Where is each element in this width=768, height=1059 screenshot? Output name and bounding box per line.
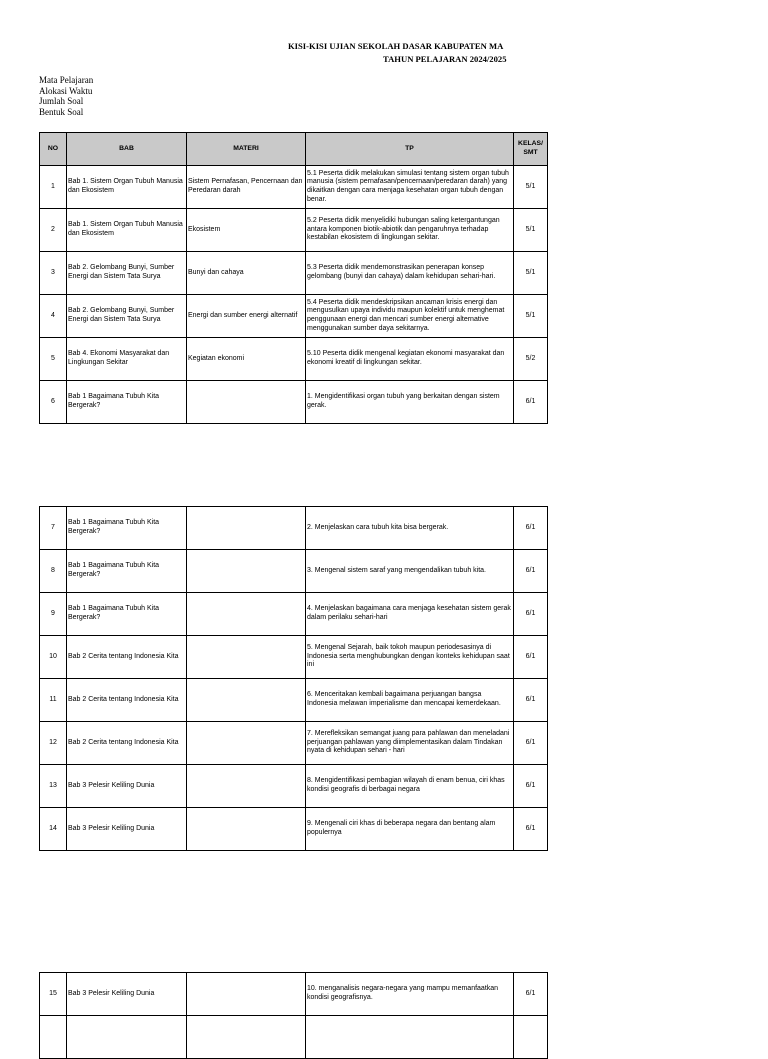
cell-kelas: 6/1 — [514, 808, 548, 851]
cell-materi — [187, 1016, 306, 1059]
table-row — [40, 808, 548, 851]
cell-materi — [187, 679, 306, 722]
cell-kelas: 5/1 — [514, 166, 548, 209]
cell-tp: 2. Menjelaskan cara tubuh kita bisa bergerak. — [306, 507, 514, 550]
meta-alokasi-waktu: Alokasi Waktu — [39, 85, 93, 96]
cell-bab: Bab 1 Bagaimana Tubuh Kita Bergerak? — [67, 550, 187, 593]
meta-mata-pelajaran: Mata Pelajaran — [39, 75, 94, 85]
cell-kelas: 6/1 — [514, 550, 548, 593]
column-header-kelas: KELAS/ SMT — [514, 133, 548, 166]
cell-bab: Bab 4. Ekonomi Masyarakat dan Lingkungan Sekitar — [67, 338, 187, 381]
table-row — [40, 593, 548, 636]
table-row — [40, 765, 548, 808]
table-row — [40, 295, 548, 338]
table-row — [40, 166, 548, 209]
meta-jumlah-soal: Jumlah Soal — [39, 96, 84, 106]
cell-materi — [187, 507, 306, 550]
cell-kelas: 5/1 — [514, 295, 548, 338]
cell-no: 12 — [40, 722, 67, 765]
cell-no: 15 — [40, 973, 67, 1016]
cell-materi: Energi dan sumber energi alternatif — [187, 295, 306, 338]
cell-materi: Bunyi dan cahaya — [187, 252, 306, 295]
cell-bab: Bab 1 Bagaimana Tubuh Kita Bergerak? — [67, 507, 187, 550]
cell-bab: Bab 3 Pelesir Keliling Dunia — [67, 765, 187, 808]
table-row — [40, 209, 548, 252]
cell-tp — [306, 1016, 514, 1059]
cell-materi — [187, 973, 306, 1016]
cell-materi — [187, 381, 306, 424]
cell-bab — [67, 1016, 187, 1059]
column-header-bab: BAB — [67, 133, 187, 166]
cell-bab: Bab 3 Pelesir Keliling Dunia — [67, 973, 187, 1016]
column-header-tp: TP — [306, 133, 514, 166]
cell-tp: 5.10 Peserta didik mengenal kegiatan ekonomi masyarakat dan ekonomi kreatif di lingkungan sekitar. — [306, 338, 514, 381]
meta-bentuk-soal: Bentuk Soal — [39, 106, 84, 117]
cell-kelas: 6/1 — [514, 381, 548, 424]
cell-bab: Bab 1 Bagaimana Tubuh Kita Bergerak? — [67, 381, 187, 424]
table-row — [40, 338, 548, 381]
cell-tp: 5.1 Peserta didik melakukan simulasi tentang sistem organ tubuh manusia (sistem pernafasan/pencernaan/peredaran darah) yang dikaitkan dengan cara menjaga kesehatan organ tubuh dengan benar. — [306, 166, 514, 209]
cell-materi: Ekosistem — [187, 209, 306, 252]
cell-bab: Bab 2. Gelombang Bunyi, Sumber Energi dan Sistem Tata Surya — [67, 252, 187, 295]
cell-bab: Bab 2 Cerita tentang Indonesia Kita — [67, 722, 187, 765]
cell-no: 7 — [40, 507, 67, 550]
cell-bab: Bab 2. Gelombang Bunyi, Sumber Energi dan Sistem Tata Surya — [67, 295, 187, 338]
cell-bab: Bab 1 Bagaimana Tubuh Kita Bergerak? — [67, 593, 187, 636]
table-row — [40, 252, 548, 295]
cell-no: 8 — [40, 550, 67, 593]
table-row — [40, 722, 548, 765]
table-row — [40, 636, 548, 679]
cell-no: 4 — [40, 295, 67, 338]
cell-no: 6 — [40, 381, 67, 424]
cell-no: 10 — [40, 636, 67, 679]
cell-no: 9 — [40, 593, 67, 636]
cell-no: 11 — [40, 679, 67, 722]
cell-materi — [187, 765, 306, 808]
cell-kelas: 5/2 — [514, 338, 548, 381]
cell-materi — [187, 808, 306, 851]
cell-tp: 4. Menjelaskan bagaimana cara menjaga kesehatan sistem gerak dalam perilaku sehari-hari — [306, 593, 514, 636]
cell-tp: 9. Mengenali ciri khas di beberapa negara dan bentang alam populernya — [306, 808, 514, 851]
cell-tp: 5.4 Peserta didik mendeskripsikan ancaman krisis energi dan mengusulkan upaya individu maupun kolektif untuk menghemat penggunaan energi dan mencari sumber energi alternative menggunakan sumber daya sekitarnya. — [306, 295, 514, 338]
table-row — [40, 679, 548, 722]
cell-materi — [187, 593, 306, 636]
cell-tp: 1. Mengidentifikasi organ tubuh yang berkaitan dengan sistem gerak. — [306, 381, 514, 424]
cell-no: 13 — [40, 765, 67, 808]
kisi-table-page-3 — [39, 972, 548, 1059]
table-row — [40, 1016, 548, 1059]
cell-kelas — [514, 1016, 548, 1059]
cell-tp: 7. Merefleksikan semangat juang para pahlawan dan meneladani perjuangan pahlawan yang diimplementasikan dalam Tindakan nyata di kehidupan sehari - hari — [306, 722, 514, 765]
cell-no: 1 — [40, 166, 67, 209]
cell-kelas: 6/1 — [514, 593, 548, 636]
cell-tp: 5.3 Peserta didik mendemonstrasikan penerapan konsep gelombang (bunyi dan cahaya) dalam kehidupan sehari-hari. — [306, 252, 514, 295]
cell-tp: 3. Mengenal sistem saraf yang mengendalikan tubuh kita. — [306, 550, 514, 593]
cell-tp: 8. Mengidentifikasi pembagian wilayah di enam benua, ciri khas kondisi geografis di berbagai negara — [306, 765, 514, 808]
table-row — [40, 973, 548, 1016]
cell-tp: 6. Menceritakan kembali bagaimana perjuangan bangsa Indonesia melawan imperialisme dan mencapai kemerdekaan. — [306, 679, 514, 722]
column-header-no: NO — [40, 133, 67, 166]
cell-kelas: 6/1 — [514, 636, 548, 679]
cell-kelas: 5/1 — [514, 252, 548, 295]
table-row — [40, 550, 548, 593]
column-header-materi: MATERI — [187, 133, 306, 166]
cell-tp: 5.2 Peserta didik menyelidiki hubungan saling ketergantungan antara komponen biotik-abiotik dan pengaruhnya terhadap kestabilan ekosistem di lingkungan sekitar. — [306, 209, 514, 252]
cell-materi — [187, 550, 306, 593]
table-row — [40, 381, 548, 424]
cell-kelas: 6/1 — [514, 765, 548, 808]
cell-tp: 5. Mengenal Sejarah, baik tokoh maupun periodesasinya di Indonesia serta menghubungkan dengan konteks kehidupan saat ini — [306, 636, 514, 679]
cell-bab: Bab 2 Cerita tentang Indonesia Kita — [67, 636, 187, 679]
cell-bab: Bab 1. Sistem Organ Tubuh Manusia dan Ekosistem — [67, 209, 187, 252]
cell-materi — [187, 636, 306, 679]
cell-tp: 10. menganalisis negara-negara yang mampu memanfaatkan kondisi geografisnya. — [306, 973, 514, 1016]
cell-kelas: 6/1 — [514, 722, 548, 765]
cell-bab: Bab 2 Cerita tentang Indonesia Kita — [67, 679, 187, 722]
kisi-table-page-2 — [39, 506, 548, 851]
table-header-row — [40, 133, 548, 166]
cell-bab: Bab 1. Sistem Organ Tubuh Manusia dan Ekosistem — [67, 166, 187, 209]
cell-materi: Sistem Pernafasan, Pencernaan dan Peredaran darah — [187, 166, 306, 209]
cell-kelas: 6/1 — [514, 507, 548, 550]
cell-kelas: 5/1 — [514, 209, 548, 252]
cell-no: 2 — [40, 209, 67, 252]
cell-kelas: 6/1 — [514, 973, 548, 1016]
cell-no — [40, 1016, 67, 1059]
table-row — [40, 507, 548, 550]
cell-no: 14 — [40, 808, 67, 851]
document-title: KISI-KISI UJIAN SEKOLAH DASAR KABUPATEN MA — [288, 41, 504, 51]
kisi-table-page-1 — [39, 132, 548, 424]
meta-labels — [39, 75, 93, 117]
cell-materi: Kegiatan ekonomi — [187, 338, 306, 381]
cell-bab: Bab 3 Pelesir Keliling Dunia — [67, 808, 187, 851]
cell-no: 5 — [40, 338, 67, 381]
cell-materi — [187, 722, 306, 765]
document-subtitle: TAHUN PELAJARAN 2024/2025 — [383, 54, 507, 64]
cell-kelas: 6/1 — [514, 679, 548, 722]
cell-no: 3 — [40, 252, 67, 295]
